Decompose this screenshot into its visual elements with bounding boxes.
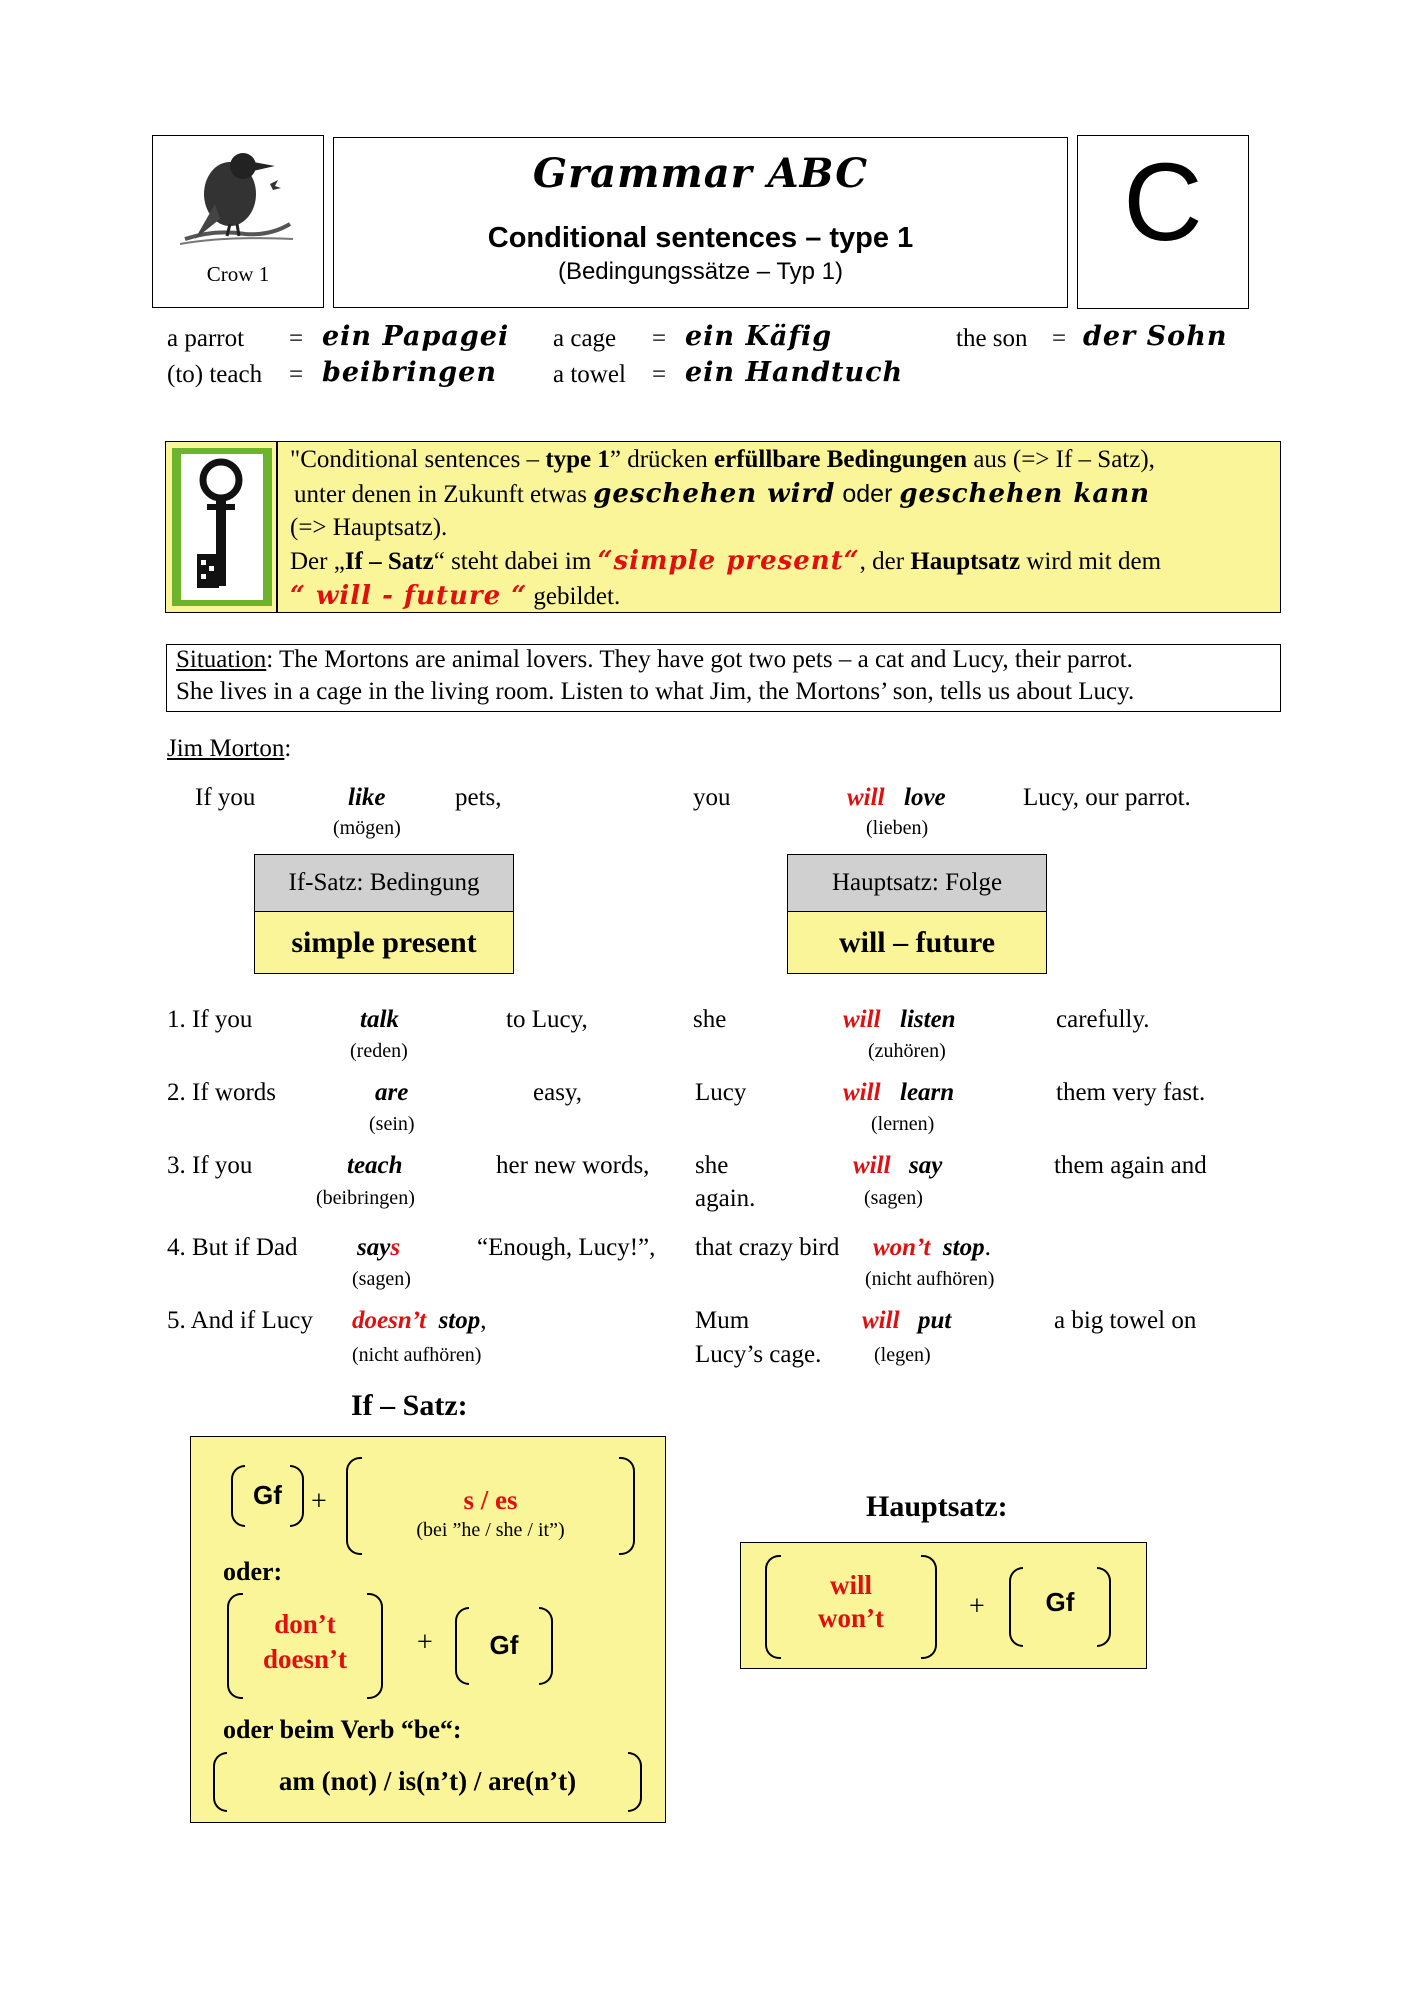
main-subject: she — [693, 1006, 727, 1033]
main-formula-title: Hauptsatz: — [866, 1490, 1008, 1523]
chapter-letter: C — [1123, 141, 1203, 264]
main-subject: she — [695, 1152, 729, 1179]
if-verb: says — [357, 1234, 401, 1261]
speaker-label: Jim Morton: — [167, 735, 292, 762]
table-body: will – future — [788, 912, 1046, 973]
vocab-de: ein Papagei — [322, 321, 510, 352]
table-header: Hauptsatz: Folge — [788, 855, 1046, 912]
vocab-de: der Sohn — [1083, 321, 1228, 352]
situation-line-2: She lives in a cage in the living room. Listen to what Jim, the Mortons’ son, tells us about Lucy. — [176, 678, 1135, 705]
if-verb: are — [375, 1079, 409, 1106]
main-will: will — [853, 1152, 891, 1179]
vocab-eq: = — [652, 361, 667, 388]
main-will: will — [843, 1006, 881, 1033]
if-part: 5. And if Lucy — [167, 1307, 313, 1334]
if-verb: talk — [360, 1006, 399, 1033]
formula-oder: oder: — [223, 1557, 283, 1586]
main-subject: Lucy — [695, 1079, 747, 1106]
vocab-de: ein Käfig — [685, 321, 833, 352]
situation-line-1: Situation: The Mortons are animal lovers. They have got two pets – a cat and Lucy, their parrot. — [176, 646, 1133, 673]
vocab-en: a towel — [553, 361, 626, 388]
vocab-eq: = — [289, 361, 304, 388]
gloss: (sagen) — [352, 1268, 411, 1290]
main-subject-2: Lucy’s cage. — [695, 1341, 822, 1368]
rule-line-5: “ will - future “ gebildet. — [290, 581, 621, 611]
rule-box — [165, 441, 1281, 613]
formula-plus: + — [417, 1627, 433, 1658]
if-rest: to Lucy, — [506, 1006, 588, 1033]
formula-plus: + — [311, 1486, 327, 1517]
formula-be-forms: am (not) / is(n’t) / are(n’t) — [278, 1766, 577, 1796]
example-rest: Lucy, our parrot. — [1023, 784, 1191, 811]
table-header: If-Satz: Bedingung — [255, 855, 513, 912]
if-part: 2. If words — [167, 1079, 277, 1106]
main-clause-table — [787, 854, 1047, 974]
main-formula-box — [740, 1542, 1147, 1669]
main-verb: learn — [900, 1079, 955, 1106]
gloss: (lieben) — [866, 817, 929, 839]
situation-box — [166, 644, 1281, 712]
gloss: (beibringen) — [316, 1187, 415, 1209]
example-if: If you — [195, 784, 256, 811]
if-verb-group: doesn’t stop, — [352, 1307, 487, 1334]
example-will: will — [847, 784, 885, 811]
page-subtitle: Conditional sentences – type 1 — [487, 222, 914, 254]
gloss: (sagen) — [864, 1187, 923, 1209]
formula-ending-note: (bei ”he / she / it”) — [416, 1519, 565, 1541]
page-subtitle-german: (Bedingungssätze – Typ 1) — [557, 258, 844, 285]
example-main-verb: love — [904, 784, 946, 811]
title-box — [333, 137, 1068, 308]
vocab-en: a parrot — [167, 325, 245, 352]
vocab-de: ein Handtuch — [685, 357, 904, 388]
formula-will: will — [829, 1570, 872, 1600]
gloss: (reden) — [350, 1040, 408, 1062]
rule-line-3: (=> Hauptsatz). — [290, 514, 448, 541]
formula-wont: won’t — [818, 1603, 884, 1633]
main-will: will — [843, 1079, 881, 1106]
gloss: (nicht aufhören) — [865, 1268, 995, 1290]
formula-ending: s / es — [463, 1485, 518, 1515]
main-subject-2: again. — [695, 1185, 756, 1212]
main-verb: listen — [900, 1006, 956, 1033]
gloss: (mögen) — [333, 817, 401, 839]
main-rest: them very fast. — [1056, 1079, 1206, 1106]
gloss: (sein) — [369, 1113, 415, 1135]
if-rest: “Enough, Lucy!”, — [477, 1234, 656, 1261]
crow-caption: Crow 1 — [206, 262, 270, 286]
if-part: 3. If you — [167, 1152, 253, 1179]
letter-box — [1077, 135, 1249, 309]
rule-line-1: "Conditional sentences – type 1” drücken erfüllbare Bedingungen aus (=> If – Satz), — [290, 446, 1155, 473]
vocab-eq: = — [652, 325, 667, 352]
main-verb: say — [909, 1152, 943, 1179]
main-subject: Mum — [695, 1307, 750, 1334]
vocab-en: (to) teach — [167, 361, 263, 388]
page-title: Grammar ABC — [532, 150, 869, 197]
key-icon — [181, 454, 263, 600]
if-formula-box — [190, 1436, 666, 1823]
rule-line-2: unter denen in Zukunft etwas geschehen wird oder geschehen kann — [294, 479, 1151, 509]
main-rest: a big towel on — [1054, 1307, 1197, 1334]
gloss: (nicht aufhören) — [352, 1344, 482, 1366]
gloss: (legen) — [874, 1344, 931, 1366]
formula-dont: don’t — [274, 1609, 336, 1639]
main-subject: that crazy bird — [695, 1234, 840, 1261]
formula-gf: Gf — [489, 1630, 519, 1660]
crow-illustration — [175, 144, 295, 254]
if-verb: teach — [347, 1152, 403, 1179]
vocab-eq: = — [1052, 325, 1067, 352]
formula-gf: Gf — [253, 1480, 282, 1510]
gloss: (zuhören) — [868, 1040, 946, 1062]
formula-gf: Gf — [1045, 1587, 1075, 1617]
formula-oder-be: oder beim Verb “be“: — [223, 1715, 462, 1744]
example-subject: you — [693, 784, 731, 811]
example-verb: like — [348, 784, 386, 811]
main-verb-group: won’t stop. — [873, 1234, 991, 1261]
vocab-en: a cage — [553, 325, 617, 352]
crow-image-box — [152, 135, 324, 308]
if-part: 1. If you — [167, 1006, 253, 1033]
vocab-de: beibringen — [322, 357, 497, 388]
formula-plus: + — [969, 1591, 985, 1622]
main-rest: carefully. — [1056, 1006, 1150, 1033]
if-rest: easy, — [533, 1079, 583, 1106]
key-icon-frame — [172, 448, 272, 606]
if-rest: her new words, — [496, 1152, 650, 1179]
formula-doesnt: doesn’t — [262, 1644, 347, 1674]
main-rest: them again and — [1054, 1152, 1207, 1179]
main-verb: put — [918, 1307, 952, 1334]
if-clause-table — [254, 854, 514, 974]
example-object: pets, — [455, 784, 502, 811]
rule-line-4: Der „If – Satz“ steht dabei im “simple present“, der Hauptsatz wird mit dem — [290, 546, 1162, 576]
gloss: (lernen) — [871, 1113, 935, 1135]
vocab-eq: = — [289, 325, 304, 352]
if-formula-title: If – Satz: — [351, 1389, 468, 1422]
main-will: will — [862, 1307, 900, 1334]
vocab-en: the son — [956, 325, 1028, 352]
if-part: 4. But if Dad — [167, 1234, 298, 1261]
table-body: simple present — [255, 912, 513, 973]
